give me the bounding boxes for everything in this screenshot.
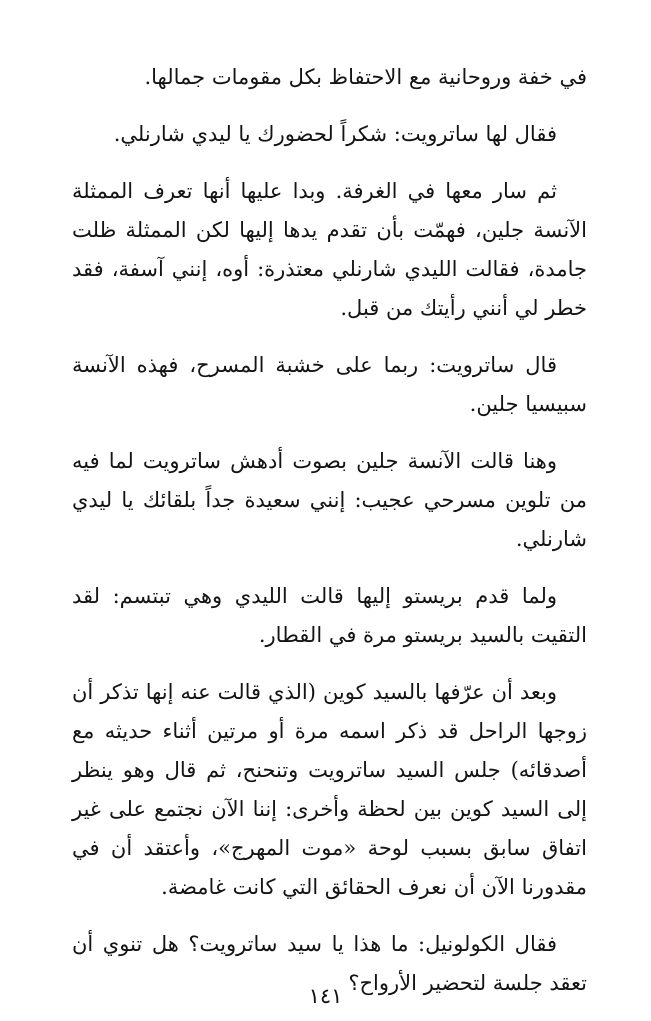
document-page [72, 58, 587, 1021]
paragraph-4: قال ساترويت: ربما على خشبة المسرح، فهذه الآنسة سبيسيا جلين. [72, 353, 587, 416]
paragraph-3: ثم سار معها في الغرفة. وبدا عليها أنها تعرف الممثلة الآنسة جلين، فهمّت بأن تقدم يدها إليها لكن الممثلة ظلت جامدة، فقالت الليدي شارنلي معتذرة: أوه، إنني آسفة، فقد خطر لي أنني رأيتك من قبل. [72, 179, 587, 320]
paragraph-2: فقال لها ساترويت: شكراً لحضورك يا ليدي شارنلي. [113, 122, 557, 146]
paragraph-6: ولما قدم بريستو إليها قالت الليدي وهي تبتسم: لقد التقيت بالسيد بريستو مرة في القطار. [72, 584, 587, 647]
paragraph-1: في خفة وروحانية مع الاحتفاظ بكل مقومات جمالها. [144, 65, 587, 89]
paragraph-7: وبعد أن عرّفها بالسيد كوين (الذي قالت عنه إنها تذكر أن زوجها الراحل قد ذكر اسمه مرة أو مرتين أثناء حديثه مع أصدقائه) جلس السيد ساترويت وتنحنح، ثم قال وهو ينظر إلى السيد كوين بين لحظة وأخرى: إننا الآن نجتمع على غير اتفاق سابق بسبب لوحة «موت المهرج»، وأعتقد أن في مقدورنا الآن أن نعرف الحقائق التي كانت غامضة. [72, 680, 587, 899]
page-number: ١٤١ [308, 984, 343, 1008]
paragraph-5: وهنا قالت الآنسة جلين بصوت أدهش ساترويت لما فيه من تلوين مسرحي عجيب: إنني سعيدة جداً بلقائك يا ليدي شارنلي. [72, 449, 587, 551]
paragraph-8: فقال الكولونيل: ما هذا يا سيد ساترويت؟ هل تنوي أن تعقد جلسة لتحضير الأرواح؟ [72, 932, 587, 995]
